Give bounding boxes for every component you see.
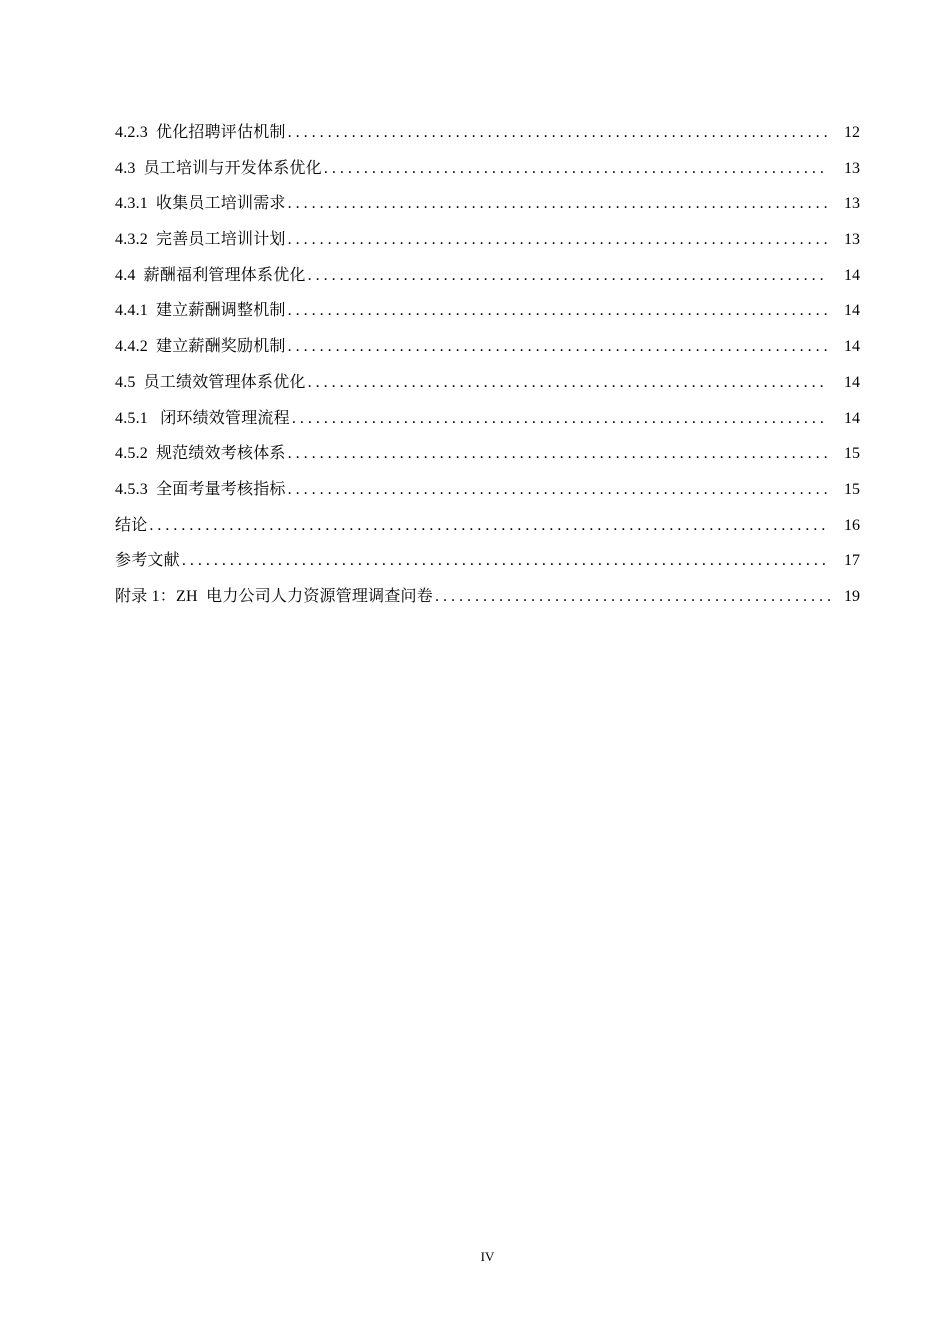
toc-entry-number: 4.3.2 — [115, 231, 148, 249]
table-of-contents — [115, 117, 860, 617]
toc-entry-page: 13 — [844, 159, 860, 177]
toc-entry-page: 13 — [844, 195, 860, 213]
toc-entry-number: 4.3.1 — [115, 195, 148, 213]
toc-dot-leader — [182, 545, 828, 577]
toc-entry-page: 14 — [844, 338, 860, 356]
toc-entry-title — [115, 331, 286, 363]
toc-entry-number: 4.5.2 — [115, 445, 148, 463]
toc-entry-page: 14 — [844, 302, 860, 320]
toc-entry-page: 16 — [844, 516, 860, 534]
toc-dot-leader — [288, 474, 828, 506]
toc-entry-number: 4.4 — [115, 266, 136, 284]
toc-entry-title — [115, 474, 286, 506]
toc-entry[interactable] — [115, 295, 860, 331]
footer-page-number: IV — [480, 1249, 495, 1264]
toc-dot-leader — [288, 331, 828, 363]
toc-entry-text: 结论 — [115, 516, 148, 534]
toc-entry[interactable] — [115, 331, 860, 367]
toc-dot-leader — [288, 438, 828, 470]
toc-dot-leader — [288, 188, 828, 220]
toc-entry-page: 15 — [844, 445, 860, 463]
toc-dot-leader — [288, 295, 828, 327]
toc-entry-text: 建立薪酬调整机制 — [156, 302, 286, 320]
toc-entry-number: 4.5 — [115, 373, 136, 391]
toc-entry-page: 12 — [844, 124, 860, 141]
toc-entry-text: 收集员工培训需求 — [156, 195, 286, 213]
toc-dot-leader — [288, 117, 828, 149]
toc-entry-number: 4.5.1 — [115, 409, 148, 427]
toc-entry-title — [115, 260, 306, 292]
toc-entry-page: 15 — [844, 480, 860, 498]
toc-entry-title — [115, 224, 286, 256]
toc-dot-leader — [292, 403, 828, 435]
toc-entry-text: 员工培训与开发体系优化 — [143, 159, 322, 177]
toc-entry-title — [115, 188, 286, 220]
toc-dot-leader — [288, 224, 828, 256]
toc-entry-text: 闭环绩效管理流程 — [156, 409, 290, 427]
toc-dot-leader — [308, 260, 828, 292]
toc-entry[interactable] — [115, 367, 860, 403]
toc-entry-number: 4.3 — [115, 159, 136, 177]
toc-entry[interactable] — [115, 403, 860, 439]
toc-entry-text: 规范绩效考核体系 — [156, 445, 286, 463]
toc-entry-page: 14 — [844, 373, 860, 391]
toc-entry-text: 薪酬福利管理体系优化 — [143, 266, 306, 284]
toc-entry[interactable] — [115, 153, 860, 189]
toc-dot-leader — [435, 581, 834, 613]
toc-entry-page: 14 — [844, 266, 860, 284]
toc-entry-title — [115, 403, 290, 435]
toc-entry-page: 14 — [844, 409, 860, 427]
toc-entry[interactable] — [115, 474, 860, 510]
toc-entry-page: 19 — [844, 587, 860, 605]
toc-entry-title — [115, 581, 433, 613]
toc-entry-text: 全面考量考核指标 — [156, 480, 286, 498]
toc-entry[interactable] — [115, 188, 860, 224]
toc-entry[interactable] — [115, 438, 860, 474]
toc-entry-title — [115, 510, 147, 542]
toc-entry-number: 4.4.1 — [115, 302, 148, 320]
toc-dot-leader — [324, 153, 828, 185]
toc-entry-title — [115, 367, 306, 399]
toc-entry-title — [115, 545, 180, 577]
toc-entry-number: 4.5.3 — [115, 480, 148, 498]
toc-entry-text: 附录 1：ZH 电力公司人力资源管理调查问卷 — [115, 587, 433, 605]
toc-dot-leader — [149, 510, 828, 542]
toc-entry-text: 员工绩效管理体系优化 — [143, 373, 306, 391]
toc-entry-page: 17 — [844, 552, 860, 570]
toc-entry-title — [115, 117, 286, 149]
toc-dot-leader — [308, 367, 828, 399]
toc-entry-number: 4.4.2 — [115, 338, 148, 356]
toc-entry[interactable] — [115, 260, 860, 296]
toc-entry-title — [115, 153, 322, 185]
toc-entry-text: 建立薪酬奖励机制 — [156, 338, 286, 356]
toc-entry-title — [115, 438, 286, 470]
toc-entry-text: 参考文献 — [115, 552, 180, 570]
toc-entry-text: 优化招聘评估机制 — [156, 124, 286, 141]
toc-entry[interactable] — [115, 581, 860, 617]
toc-entry[interactable] — [115, 510, 860, 546]
toc-entry[interactable] — [115, 117, 860, 153]
toc-entry-text: 完善员工培训计划 — [156, 231, 286, 249]
toc-entry[interactable] — [115, 545, 860, 581]
toc-entry-page: 13 — [844, 231, 860, 249]
toc-entry-title — [115, 295, 286, 327]
toc-entry-number: 4.2.3 — [115, 124, 148, 141]
toc-entry[interactable] — [115, 224, 860, 260]
